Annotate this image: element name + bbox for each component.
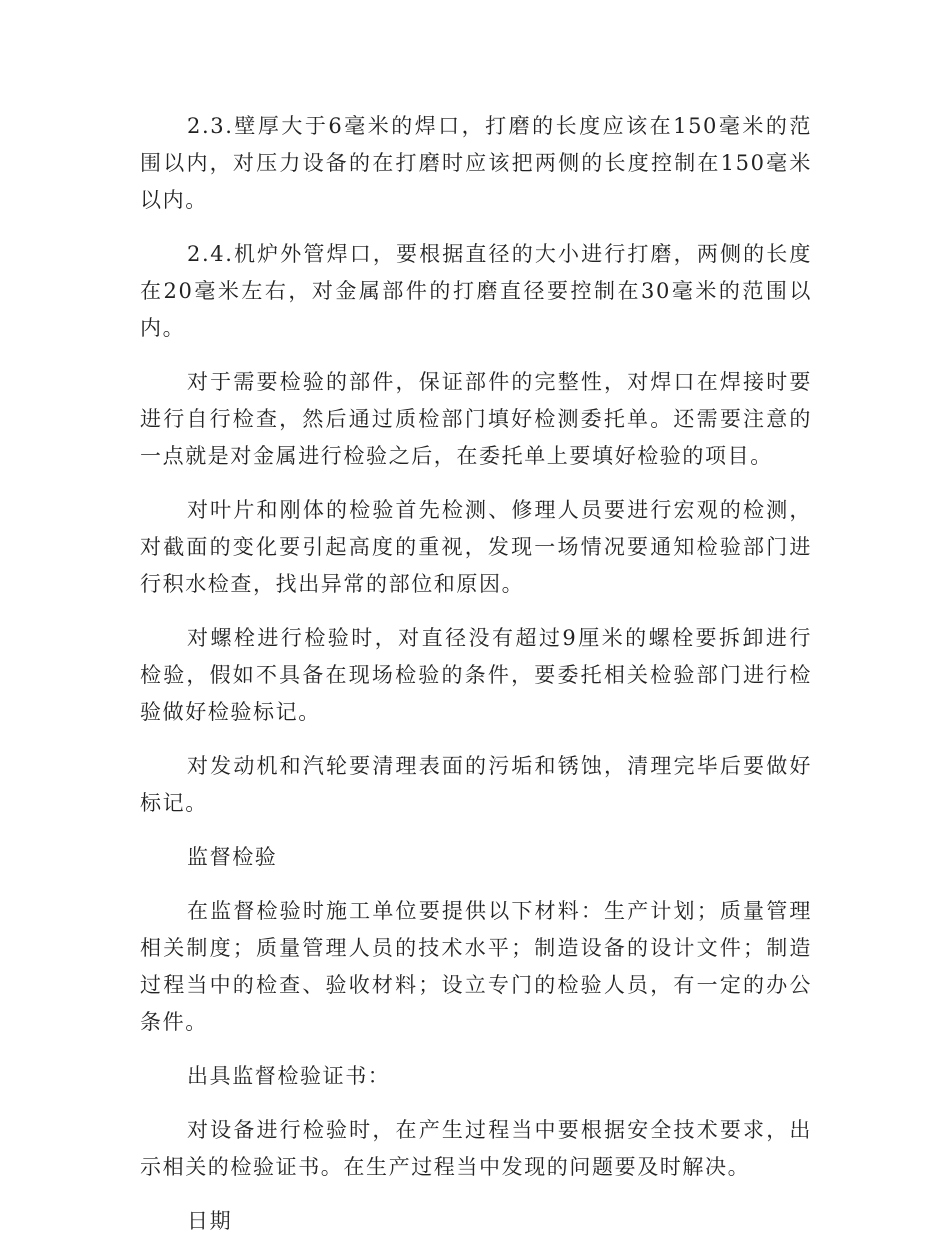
paragraph-engine-cleaning: 对发动机和汽轮要清理表面的污垢和锈蚀，清理完毕后要做好标记。 (140, 754, 812, 815)
date-label: 日期 (187, 1209, 233, 1233)
paragraph-blade-inspection: 对叶片和刚体的检验首先检测、修理人员要进行宏观的检测，对截面的变化要引起高度的重视，发现一场情况要通知检验部门进行积水检查，找出异常的部位和原因。 (140, 498, 812, 596)
paragraph-bolt-inspection: 对螺栓进行检验时，对直径没有超过9厘米的螺栓要拆卸进行检验，假如不具备在现场检验的条件，要委托相关检验部门进行检验做好检验标记。 (140, 626, 812, 724)
paragraph-certificate: 对设备进行检验时，在产生过程当中要根据安全技术要求，出示相关的检验证书。在生产过程当中发现的问题要及时解决。 (140, 1118, 812, 1179)
paragraph-component-inspection: 对于需要检验的部件，保证部件的完整性，对焊口在焊接时要进行自行检查，然后通过质检部门填好检测委托单。还需要注意的一点就是对金属进行检验之后，在委托单上要填好检验的项目。 (140, 370, 812, 468)
paragraph-weld-thickness: 2.3.壁厚大于6毫米的焊口，打磨的长度应该在150毫米的范围以内，对压力设备的在打磨时应该把两侧的长度控制在150毫米以内。 (140, 114, 812, 212)
paragraph-boiler-pipe-weld: 2.4.机炉外管焊口，要根据直径的大小进行打磨，两侧的长度在20毫米左右，对金属部件的打磨直径要控制在30毫米的范围以内。 (140, 242, 812, 340)
section-heading-certificate: 出具监督检验证书： (187, 1064, 391, 1088)
section-heading-supervision: 监督检验 (187, 845, 278, 869)
document-body (140, 108, 812, 1257)
paragraph-supervision-materials: 在监督检验时施工单位要提供以下材料：生产计划；质量管理相关制度；质量管理人员的技术水平；制造设备的设计文件；制造过程当中的检查、验收材料；设立专门的检验人员，有一定的办公条件。 (140, 899, 812, 1034)
